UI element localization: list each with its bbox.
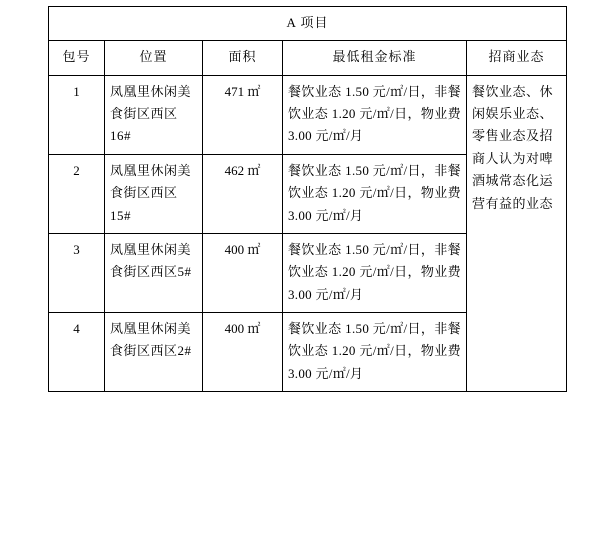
cell-location: 凤凰里休闲美食街区西区15# [104, 154, 202, 233]
cell-area: 462 ㎡ [202, 154, 282, 233]
cell-area: 471 ㎡ [202, 75, 282, 154]
cell-package-no: 1 [48, 75, 104, 154]
cell-area: 400 ㎡ [202, 312, 282, 391]
cell-package-no: 2 [48, 154, 104, 233]
cell-minimum-rent: 餐饮业态 1.50 元/㎡/日，非餐饮业态 1.20 元/㎡/日，物业费 3.00 元/㎡/月 [282, 75, 466, 154]
header-location: 位置 [104, 41, 202, 75]
cell-business-type: 餐饮业态、休闲娱乐业态、零售业态及招商人认为对啤酒城常态化运营有益的业态 [466, 75, 566, 391]
header-area: 面积 [202, 41, 282, 75]
cell-package-no: 4 [48, 312, 104, 391]
table-title: A 项目 [48, 7, 566, 41]
table-row [48, 75, 566, 154]
header-business-type: 招商业态 [466, 41, 566, 75]
cell-location: 凤凰里休闲美食街区西区5# [104, 233, 202, 312]
cell-area: 400 ㎡ [202, 233, 282, 312]
cell-package-no: 3 [48, 233, 104, 312]
cell-location: 凤凰里休闲美食街区西区2# [104, 312, 202, 391]
cell-location: 凤凰里休闲美食街区西区16# [104, 75, 202, 154]
table-title-row [48, 7, 566, 41]
table-header-row [48, 41, 566, 75]
project-packages-table [48, 6, 567, 392]
cell-minimum-rent: 餐饮业态 1.50 元/㎡/日，非餐饮业态 1.20 元/㎡/日，物业费 3.00 元/㎡/月 [282, 312, 466, 391]
cell-minimum-rent: 餐饮业态 1.50 元/㎡/日，非餐饮业态 1.20 元/㎡/日，物业费 3.00 元/㎡/月 [282, 154, 466, 233]
header-minimum-rent: 最低租金标准 [282, 41, 466, 75]
header-package-no: 包号 [48, 41, 104, 75]
cell-minimum-rent: 餐饮业态 1.50 元/㎡/日，非餐饮业态 1.20 元/㎡/日，物业费 3.00 元/㎡/月 [282, 233, 466, 312]
